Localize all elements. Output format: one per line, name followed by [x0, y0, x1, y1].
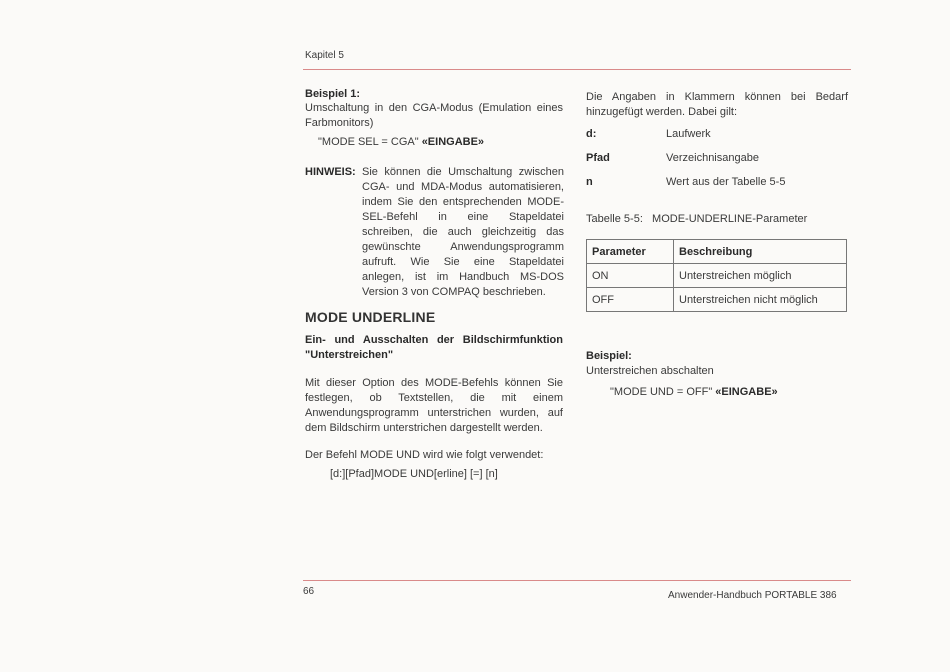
table-cell-desc: Unterstreichen möglich — [674, 264, 847, 288]
note-label: HINWEIS: — [305, 166, 356, 178]
example1-title: Beispiel 1: — [305, 88, 361, 100]
def-desc-n: Wert aus der Tabelle 5-5 — [666, 176, 786, 188]
right-intro: Die Angaben in Klammern können bei Bedarf hinzugefügt werden. Dabei gilt: — [586, 91, 848, 118]
example-text: Unterstreichen abschalten — [586, 365, 714, 377]
table-header-parameter: Parameter — [587, 240, 674, 264]
example1-command — [318, 135, 484, 150]
example1-text: Umschaltung in den CGA-Modus (Emulation eines Farbmonitors) — [305, 102, 563, 129]
table-cell-param: ON — [587, 264, 674, 288]
book-title: Anwender-Handbuch PORTABLE 386 — [668, 590, 837, 601]
page-number: 66 — [303, 586, 315, 597]
table-header-description: Beschreibung — [674, 240, 847, 264]
section-subtitle: Ein- und Ausschalten der Bildschirmfunktion "Unterstreichen" — [305, 334, 563, 361]
table-row — [587, 264, 847, 288]
example-title: Beispiel: — [586, 350, 632, 362]
note-text: Sie können die Umschaltung zwischen CGA- und MDA-Modus automatisieren, indem Sie den entsprechenden MODE-SEL-Befehl in eine Stapeldatei schreiben, die auch gleichzeitig das gewünschte Anwendungsprogramm aufruft. Wie Sie eine Stapeldatei anlegen, ist im Handbuch MS-DOS Version 3 von COMPAQ beschrieben. — [362, 166, 564, 298]
footer-rule — [303, 580, 851, 581]
table-caption: Tabelle 5-5: MODE-UNDERLINE-Parameter — [586, 213, 808, 225]
example-command-text: "MODE UND = OFF" — [610, 386, 713, 398]
chapter-label: Kapitel 5 — [305, 50, 344, 61]
header-rule — [303, 69, 851, 70]
example-command — [610, 385, 778, 400]
def-term-drive: d: — [586, 128, 597, 140]
table-cell-param: OFF — [587, 288, 674, 312]
table-row — [587, 288, 847, 312]
body-text: Mit dieser Option des MODE-Befehls können Sie festlegen, ob Textstellen, die mit einem Anwendungsprogramm unterstrichen wurden, auf dem Bildschirm unterstrichen dargestellt werden. — [305, 377, 563, 434]
table-cell-desc: Unterstreichen nicht möglich — [674, 288, 847, 312]
def-desc-drive: Laufwerk — [666, 128, 711, 140]
syntax-line: [d:][Pfad]MODE UND[erline] [=] [n] — [330, 468, 498, 480]
example1-command-key: «EINGABE» — [421, 136, 485, 148]
example-command-key: «EINGABE» — [715, 386, 778, 398]
def-desc-path: Verzeichnisangabe — [666, 152, 759, 164]
table-header-row — [587, 240, 847, 264]
usage-intro: Der Befehl MODE UND wird wie folgt verwendet: — [305, 449, 544, 461]
example1-command-text: "MODE SEL = CGA" — [318, 136, 419, 148]
parameter-table — [586, 239, 847, 312]
section-title: MODE UNDERLINE — [305, 309, 436, 325]
def-term-n: n — [586, 176, 593, 188]
def-term-path: Pfad — [586, 152, 610, 164]
